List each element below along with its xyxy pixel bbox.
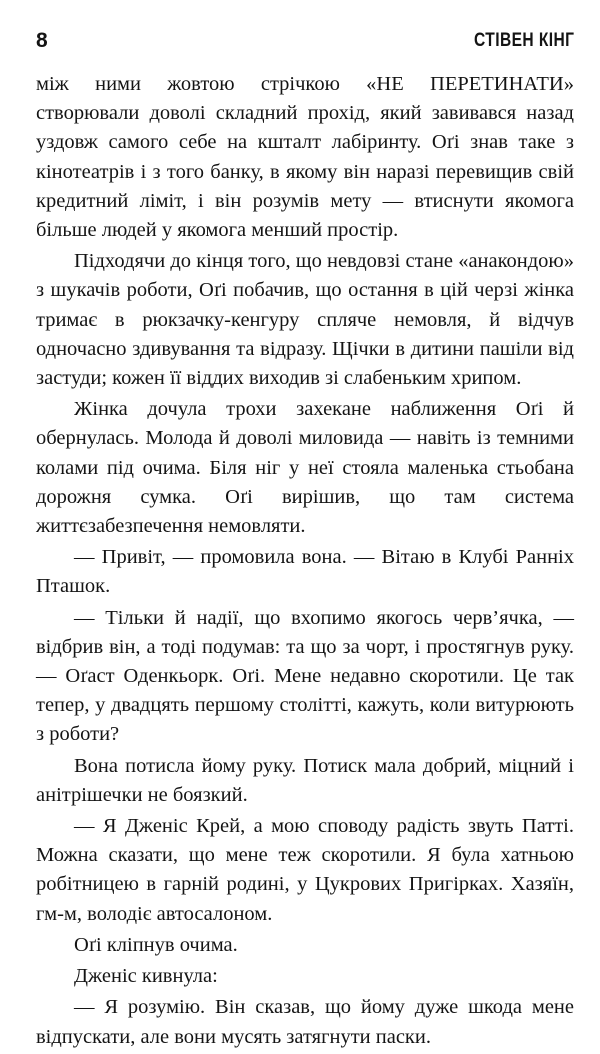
paragraph: — Привіт, — промовила вона. — Вітаю в Клубі Ранніх Пташок. (36, 546, 574, 598)
running-head-author: СТІВЕН КІНГ (473, 30, 574, 51)
paragraph: Жінка дочула трохи захекане наближення Оґі й обернулась. Молода й доволі миловида — навіть із темними колами під очима. Біля ніг у неї стояла маленька стьобана дорожня сумка. Оґі вирішив, що там система життєзабезпечення немовляти. (36, 398, 574, 538)
page-header (36, 28, 574, 58)
paragraph: Дженіс кивнула: (74, 965, 218, 988)
paragraph: — Я розумію. Він сказав, що йому дуже шкода мене відпускати, але вони мусять затягнути паски. (36, 996, 574, 1048)
body-text (36, 70, 574, 1054)
paragraph: — Я Дженіс Крей, а мою споводу радість звуть Патті. Можна сказати, що мене теж скоротили. Я була хатньою робітницею в гарній родині, у Цукрових Пригірках. Хазяїн, гм-м, володіє автосалоном. (36, 815, 574, 925)
paragraph: — Тільки й надії, що вхопимо якогось черв’ячка, — відбрив він, а тоді подумав: та що за чорт, і простягнув руку. — Оґаст Оденкьорк. Оґі. Мене недавно скоротили. Це так тепер, у двадцять першому столітті, кажуть, коли витурюють з роботи? (36, 606, 574, 746)
page-number: 8 (36, 29, 49, 52)
paragraph: Вона потисла йому руку. Потиск мала добрий, міцний і анітрішечки не боязкий. (36, 754, 574, 806)
paragraph: Оґі кліпнув очима. (74, 933, 238, 956)
paragraph: між ними жовтою стрічкою «НЕ ПЕРЕТИНАТИ» створювали доволі складний прохід, який завивався назад уздовж самого себе на кшталт лабіринту. Оґі знав таке з кінотеатрів і з того банку, в якому він наразі перевищив свій кредитний ліміт, і він розумів мету — втиснути якомога більше людей у якомога менший простір. (36, 73, 574, 242)
paragraph: Підходячи до кінця того, що невдовзі стане «анакондою» з шукачів роботи, Оґі побачив, що остання в цій черзі жінка тримає в рюкзачку-кенгуру спляче немовля, й відчув одночасно здивування та відразу. Щічки в дитини пашіли від застуди; кожен її віддих виходив зі слабеньким хрипом. (36, 250, 574, 390)
